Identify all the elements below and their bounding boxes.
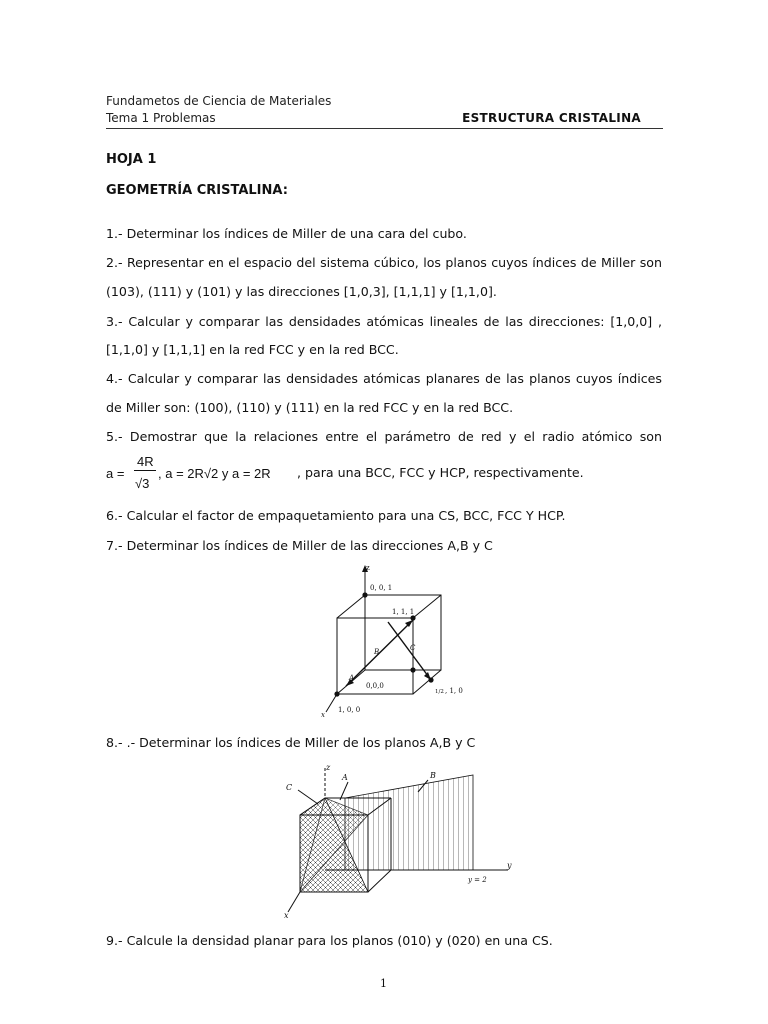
cube-directions-figure	[318, 562, 468, 722]
label-y2: y = 2	[468, 876, 487, 884]
header-rule	[106, 128, 663, 129]
label-C: C	[286, 783, 293, 792]
label-A: A	[342, 773, 348, 782]
label-y: y	[507, 861, 512, 870]
problem-4-line-1: 4.- Calcular y comparar las densidades atómicas planares de las planos cuyos índices	[106, 371, 662, 386]
label-half-tail: , 1, 0	[445, 687, 463, 695]
label-B: B	[430, 771, 436, 780]
problem-4-line-2: de Miller son: (100), (110) y (111) en la red FCC y en la red BCC.	[106, 400, 514, 415]
label-z: z	[326, 763, 331, 772]
problem-8: 8.- .- Determinar los índices de Miller de los planos A,B y C	[106, 735, 476, 750]
point-100	[334, 691, 339, 696]
fraction-bar	[134, 470, 156, 471]
label-x: x	[321, 711, 325, 719]
point-half	[410, 667, 415, 672]
label-100: 1, 0, 0	[338, 706, 361, 714]
label-001: 0, 0, 1	[370, 584, 393, 592]
topic-name: Tema 1 Problemas	[106, 111, 216, 125]
cube-edge	[368, 870, 391, 892]
problem-3-line-2: [1,1,0] y [1,1,1] en la red FCC y en la red BCC.	[106, 342, 399, 357]
direction-A-line	[346, 620, 413, 686]
label-B: B	[374, 648, 380, 656]
label-A: A	[349, 674, 355, 682]
label-111: 1, 1, 1	[392, 608, 415, 616]
point-111	[410, 615, 415, 620]
problem-7: 7.- Determinar los índices de Miller de las direcciones A,B y C	[106, 538, 493, 553]
cube-planes-figure	[278, 760, 518, 920]
sheet-title: HOJA 1	[106, 152, 157, 167]
point-001	[362, 592, 367, 597]
course-name: Fundametos de Ciencia de Materiales	[106, 94, 332, 108]
label-x: x	[284, 911, 289, 920]
cube-back-face	[365, 595, 441, 670]
x-axis	[288, 892, 300, 912]
problem-5-tail: , para una BCC, FCC y HCP, respectivamente.	[297, 465, 584, 480]
plane-B	[345, 775, 473, 870]
cube-edge	[337, 595, 365, 618]
label-z: z	[366, 564, 370, 572]
formula-bcc-numerator: 4R	[137, 454, 154, 469]
formula-fcc-hcp: , a = 2R√2 y a = 2R	[158, 466, 271, 481]
problem-2-line-2: (103), (111) y (101) y las direcciones [1,0,3], [1,1,1] y [1,1,0].	[106, 284, 497, 299]
label-origin: 0,0,0	[366, 682, 384, 690]
page-number: 1	[380, 977, 387, 990]
point-110	[428, 677, 433, 682]
problem-9: 9.- Calcule la densidad planar para los planos (010) y (020) en una CS.	[106, 933, 553, 948]
formula-bcc-denominator: √3	[135, 476, 150, 491]
problem-2-line-1: 2.- Representar en el espacio del sistema cúbico, los planos cuyos índices de Miller son	[106, 255, 662, 270]
problem-1: 1.- Determinar los índices de Miller de una cara del cubo.	[106, 226, 467, 241]
section-title: ESTRUCTURA CRISTALINA	[462, 111, 641, 125]
cube-edge	[413, 595, 441, 618]
formula-bcc-lhs: a =	[106, 466, 125, 481]
label-C: C	[410, 644, 416, 652]
section-subtitle: GEOMETRÍA CRISTALINA:	[106, 183, 288, 198]
problem-5-line-1: 5.- Demostrar que la relaciones entre el parámetro de red y el radio atómico son	[106, 429, 662, 444]
label-half: 1/2	[435, 689, 444, 695]
problem-6: 6.- Calcular el factor de empaquetamiento para una CS, BCC, FCC Y HCP.	[106, 508, 566, 523]
problem-3-line-1: 3.- Calcular y comparar las densidades atómicas lineales de las direcciones: [1,0,0] ,	[106, 314, 662, 329]
x-axis	[326, 694, 337, 712]
leader-C	[298, 790, 318, 804]
